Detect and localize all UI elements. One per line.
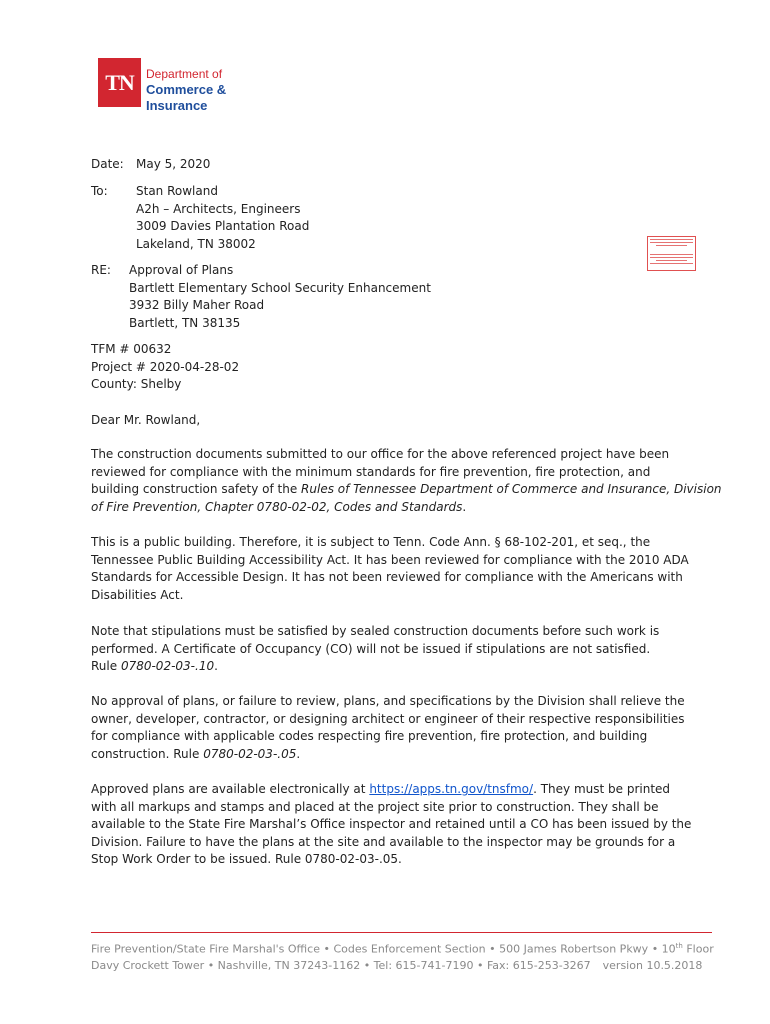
p1-line: building construction safety of the Rules of Tennessee Department of Commerce and Insurance, Division bbox=[91, 482, 722, 497]
p5-line: Approved plans are available electronically at https://apps.tn.gov/tnsfmo/. They must be printed bbox=[91, 782, 671, 796]
re-project-street: 3932 Billy Maher Road bbox=[129, 298, 265, 312]
logo-line-insurance: Insurance bbox=[146, 98, 208, 113]
footer-address-line1: Fire Prevention/State Fire Marshal's Office • Codes Enforcement Section • 500 James Robertson Pkwy • 10th Floor bbox=[91, 942, 714, 956]
p4-line: owner, developer, contractor, or designing architect or engineer of their respective responsibilities bbox=[91, 711, 685, 726]
approval-stamp bbox=[647, 236, 696, 271]
logo-line-department: Department of bbox=[146, 67, 223, 81]
logo-line-commerce: Commerce & bbox=[146, 82, 227, 97]
date-label: Date: bbox=[91, 157, 124, 171]
p5-line: available to the State Fire Marshal’s Office inspector and retained until a CO has been issued by the bbox=[91, 817, 692, 832]
rules-citation: Rules of Tennessee Department of Commerce and Insurance, Division bbox=[301, 482, 722, 497]
p2-line: Disabilities Act. bbox=[91, 587, 184, 602]
tn-commerce-insurance-logo bbox=[98, 58, 226, 114]
p1-line: The construction documents submitted to our office for the above referenced project have been bbox=[91, 447, 670, 461]
footer-divider bbox=[91, 932, 712, 933]
recipient-name: Stan Rowland bbox=[136, 184, 218, 198]
footer bbox=[91, 938, 714, 975]
p3-line: performed. A Certificate of Occupancy (CO) will not be issued if stipulations are not satisfied. bbox=[91, 641, 651, 656]
paragraph-review-scope bbox=[91, 446, 722, 516]
p3-line: Note that stipulations must be satisfied by sealed construction documents before such work is bbox=[91, 624, 660, 638]
recipient-city: Lakeland, TN 38002 bbox=[136, 237, 256, 251]
paragraph-stipulations bbox=[91, 623, 691, 676]
p4-line: for compliance with applicable codes respecting fire prevention, fire protection, and building bbox=[91, 729, 648, 744]
re-project-name: Bartlett Elementary School Security Enhancement bbox=[129, 281, 431, 295]
p4-line: construction. Rule 0780-02-03-.05. bbox=[91, 746, 301, 761]
recipient-street: 3009 Davies Plantation Road bbox=[136, 219, 310, 233]
p5-line: with all markups and stamps and placed at the project site prior to construction. They shall be bbox=[91, 799, 659, 814]
chapter-citation: of Fire Prevention, Chapter 0780-02-02, Codes and Standards bbox=[91, 499, 463, 514]
p1-line: of Fire Prevention, Chapter 0780-02-02, Codes and Standards. bbox=[91, 499, 467, 514]
p1-line: reviewed for compliance with the minimum standards for fire prevention, fire protection, and bbox=[91, 464, 651, 479]
rule-citation: 0780-02-03-.05 bbox=[203, 746, 297, 761]
paragraph-responsibilities bbox=[91, 693, 691, 763]
re-project-city: Bartlett, TN 38135 bbox=[129, 316, 241, 330]
tfm-number: TFM # 00632 bbox=[91, 342, 172, 356]
date-value: May 5, 2020 bbox=[136, 157, 211, 171]
paragraph-accessibility bbox=[91, 534, 691, 604]
version-label: version 10.5.2018 bbox=[602, 959, 703, 973]
rule-citation: 0780-02-03-.10 bbox=[120, 659, 215, 674]
county: County: Shelby bbox=[91, 377, 182, 391]
project-number: Project # 2020-04-28-02 bbox=[91, 360, 240, 374]
tn-logo-mark: TN bbox=[98, 58, 141, 107]
re-subject: Approval of Plans bbox=[129, 263, 234, 277]
footer-address-line2: Davy Crockett Tower • Nashville, TN 37243-1162 • Tel: 615-741-7190 • Fax: 615-253-3267 version 10.5.2018 bbox=[91, 959, 703, 973]
recipient-company: A2h – Architects, Engineers bbox=[136, 202, 301, 216]
p5-line: Division. Failure to have the plans at the site and available to the inspector may be grounds for a bbox=[91, 834, 676, 849]
p5-line: Stop Work Order to be issued. Rule 0780-02-03-.05. bbox=[91, 852, 402, 867]
salutation: Dear Mr. Rowland, bbox=[91, 413, 201, 427]
to-label: To: bbox=[91, 184, 108, 198]
tnsfmo-link[interactable]: https://apps.tn.gov/tnsfmo/ bbox=[369, 782, 534, 796]
logo-text bbox=[146, 66, 226, 114]
paragraph-approved-plans bbox=[91, 781, 691, 869]
p4-line: No approval of plans, or failure to review, plans, and specifications by the Division shall relieve the bbox=[91, 694, 685, 708]
p2-line: This is a public building. Therefore, it is subject to Tenn. Code Ann. § 68-102-201, et seq., the bbox=[91, 535, 651, 549]
p3-line: Rule 0780-02-03-.10. bbox=[91, 659, 218, 674]
p2-line: Standards for Accessible Design. It has not been reviewed for compliance with the Americans with bbox=[91, 570, 683, 585]
p2-line: Tennessee Public Building Accessibility Act. It has been reviewed for compliance with the 2010 ADA bbox=[91, 552, 689, 567]
re-label: RE: bbox=[91, 263, 111, 277]
